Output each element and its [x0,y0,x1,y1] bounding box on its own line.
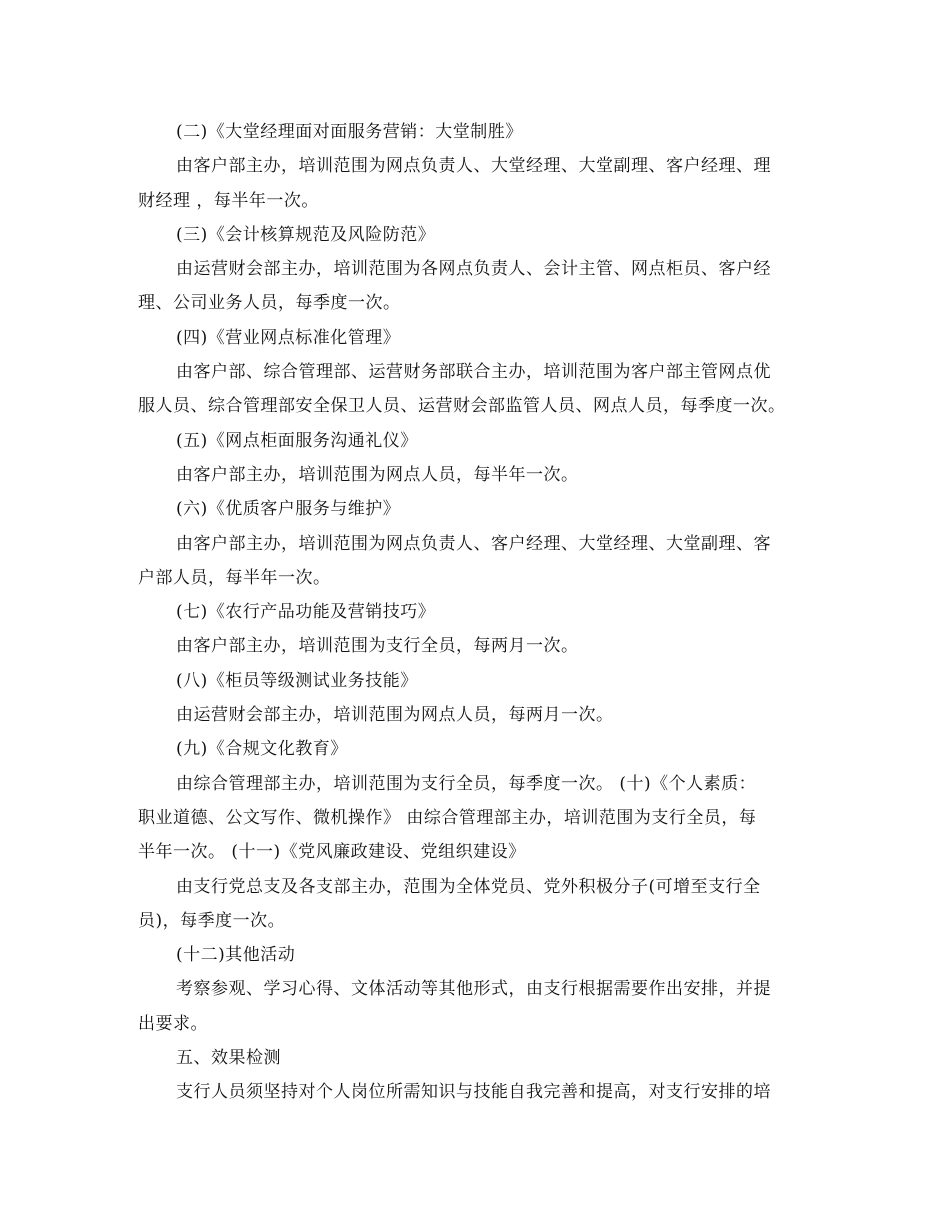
document-body [138,115,818,1110]
section-heading-6: (六)《优质客户服务与维护》 [176,499,401,520]
section-heading-8: (八)《柜员等级测试业务技能》 [176,670,418,691]
paragraph-line: 半年一次。 (十一)《党风廉政建设、党组织建设》 [138,842,526,863]
paragraph-line: 理、公司业务人员，每季度一次。 [138,293,401,314]
section-heading-9: (九)《合规文化教育》 [176,739,348,760]
paragraph-line: 服人员、综合管理部安全保卫人员、运营财会部监管人员、网点人员，每季度一次。 [138,396,786,417]
section-heading-effect-check: 五、效果检测 [176,1048,281,1069]
paragraph-line: 由客户部主办，培训范围为网点负责人、客户经理、大堂经理、大堂副理、客 [176,533,771,554]
paragraph-line: 由综合管理部主办，培训范围为支行全员，每季度一次。 (十)《个人素质： [176,773,757,794]
section-heading-7: (七)《农行产品功能及营销技巧》 [176,602,436,623]
section-heading-4: (四)《营业网点标准化管理》 [176,327,401,348]
section-heading-12: (十二)其他活动 [176,945,296,966]
paragraph-line: 由运营财会部主办，培训范围为各网点负责人、会计主管、网点柜员、客户经 [176,259,771,280]
section-heading-5: (五)《网点柜面服务沟通礼仪》 [176,430,418,451]
paragraph-line: 户部人员，每半年一次。 [138,567,331,588]
paragraph-line: 支行人员须坚持对个人岗位所需知识与技能自我完善和提高，对支行安排的培 [176,1082,771,1103]
section-heading-2: (二)《大堂经理面对面服务营销：大堂制胜》 [176,122,523,142]
paragraph-line: 职业道德、公文写作、微机操作》 由综合管理部主办，培训范围为支行全员，每 [138,807,757,828]
section-heading-3: (三)《会计核算规范及风险防范》 [176,224,436,245]
paragraph-line: 由客户部主办，培训范围为支行全员，每两月一次。 [176,636,579,657]
paragraph-line: 考察参观、学习心得、文体活动等其他形式，由支行根据需要作出安排，并提 [176,979,771,1000]
paragraph-line: 由客户部、综合管理部、运营财务部联合主办，培训范围为客户部主管网点优 [176,362,771,383]
paragraph-line: 由客户部主办，培训范围为网点负责人、大堂经理、大堂副理、客户经理、理 [176,156,771,177]
paragraph-line: 员)，每季度一次。 [138,910,286,931]
paragraph-line: 由运营财会部主办，培训范围为网点人员，每两月一次。 [176,705,614,726]
paragraph-line: 由客户部主办，培训范围为网点人员，每半年一次。 [176,464,579,485]
paragraph-line: 由支行党总支及各支部主办，范围为全体党员、党外积极分子(可增至支行全 [176,876,761,897]
paragraph-line: 财经理 ，每半年一次。 [138,190,319,211]
paragraph-line: 出要求。 [138,1013,208,1034]
